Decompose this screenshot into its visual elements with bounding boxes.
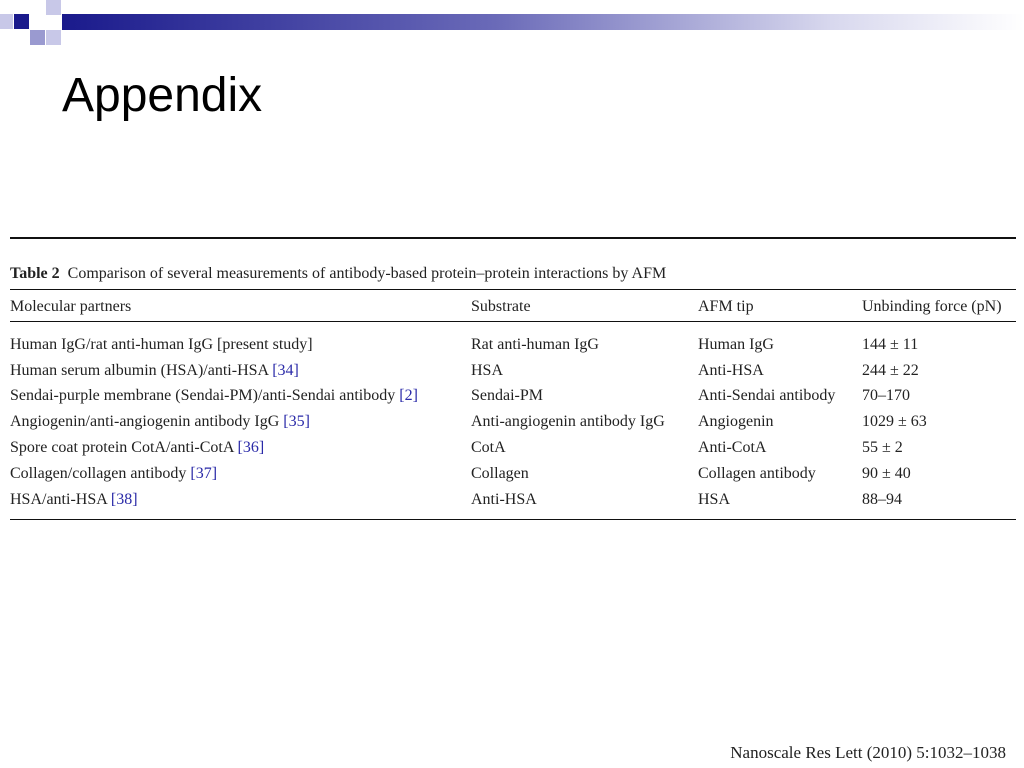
comparison-table: [10, 289, 1016, 520]
table-figure: [10, 237, 1016, 520]
cell-afm-tip: Collagen antibody: [698, 464, 816, 482]
table-row: [10, 409, 1016, 435]
reference-link[interactable]: [2]: [399, 387, 418, 405]
column-header: Molecular partners: [10, 290, 471, 322]
cell-unbinding-force: 70–170: [862, 387, 910, 405]
table-caption-text: Comparison of several measurements of antibody-based protein–protein interactions by AFM: [67, 265, 667, 282]
reference-link[interactable]: [36]: [237, 439, 265, 457]
cell-molecular-partners: [10, 322, 471, 358]
cell-molecular-partners: [10, 358, 471, 384]
cell-unbinding-force: 144 ± 11: [862, 335, 919, 353]
cell-molecular-partners: [10, 461, 471, 487]
table-row: [10, 358, 1016, 384]
cell-substrate: Anti-HSA: [471, 487, 698, 519]
header-decor-square: [46, 30, 61, 45]
partners-text: Collagen/collagen antibody: [10, 464, 187, 482]
header-decor-square: [46, 0, 61, 15]
slide-title: Appendix: [62, 69, 263, 122]
partners-text: Sendai-purple membrane (Sendai-PM)/anti-Sendai antibody: [10, 387, 396, 405]
header-decor-square: [30, 30, 45, 45]
cell-afm-tip: HSA: [698, 487, 862, 519]
partners-text: Angiogenin/anti-angiogenin antibody IgG: [10, 413, 280, 431]
table-row: [10, 322, 1016, 358]
cell-unbinding-force: 55 ± 2: [862, 439, 903, 457]
header-decor-square: [30, 14, 45, 29]
table-label: Table 2: [10, 265, 60, 282]
partners-text: Spore coat protein CotA/anti-CotA: [10, 439, 234, 457]
reference-link[interactable]: [35]: [283, 413, 310, 431]
table-caption: [10, 239, 1016, 289]
cell-substrate: Anti-angiogenin antibody IgG: [471, 413, 665, 431]
cell-afm-tip: Angiogenin: [698, 413, 774, 431]
reference-link[interactable]: [38]: [110, 490, 138, 508]
table-header-row: [10, 290, 1016, 322]
header-decor-square: [14, 30, 29, 45]
partners-text: Human IgG/rat anti-human IgG [present study]: [10, 335, 313, 353]
source-citation: Nanoscale Res Lett (2010) 5:1032–1038: [730, 743, 1006, 762]
header-decor-square: [0, 14, 13, 29]
cell-afm-tip: Human IgG: [698, 335, 774, 353]
column-header: Substrate: [471, 290, 698, 322]
cell-substrate: CotA: [471, 439, 506, 457]
cell-afm-tip: Anti-HSA: [698, 361, 764, 379]
cell-molecular-partners: [10, 487, 471, 519]
cell-molecular-partners: [10, 435, 471, 461]
partners-text: HSA/anti-HSA: [10, 490, 107, 508]
header-decor-square: [14, 14, 29, 29]
cell-molecular-partners: [10, 384, 471, 410]
table-row: [10, 384, 1016, 410]
cell-molecular-partners: [10, 409, 471, 435]
cell-substrate: HSA: [471, 361, 504, 379]
partners-text: Human serum albumin (HSA)/anti-HSA: [10, 361, 269, 379]
cell-unbinding-force: 90 ± 40: [862, 464, 911, 482]
cell-unbinding-force: 244 ± 22: [862, 361, 919, 379]
cell-unbinding-force: 88–94: [862, 487, 1016, 519]
cell-afm-tip: Anti-CotA: [698, 439, 767, 457]
cell-substrate: Collagen: [471, 464, 529, 482]
table-row: [10, 487, 1016, 519]
reference-link[interactable]: [37]: [190, 464, 218, 482]
table-row: [10, 461, 1016, 487]
reference-link[interactable]: [34]: [272, 361, 299, 379]
header-gradient-band: [62, 14, 1024, 30]
column-header: AFM tip: [698, 290, 862, 322]
cell-afm-tip: Anti-Sendai antibody: [698, 387, 836, 405]
cell-unbinding-force: 1029 ± 63: [862, 413, 927, 431]
cell-substrate: Sendai-PM: [471, 387, 543, 405]
table-row: [10, 435, 1016, 461]
column-header: Unbinding force (pN): [862, 290, 1016, 322]
cell-substrate: Rat anti-human IgG: [471, 335, 599, 353]
